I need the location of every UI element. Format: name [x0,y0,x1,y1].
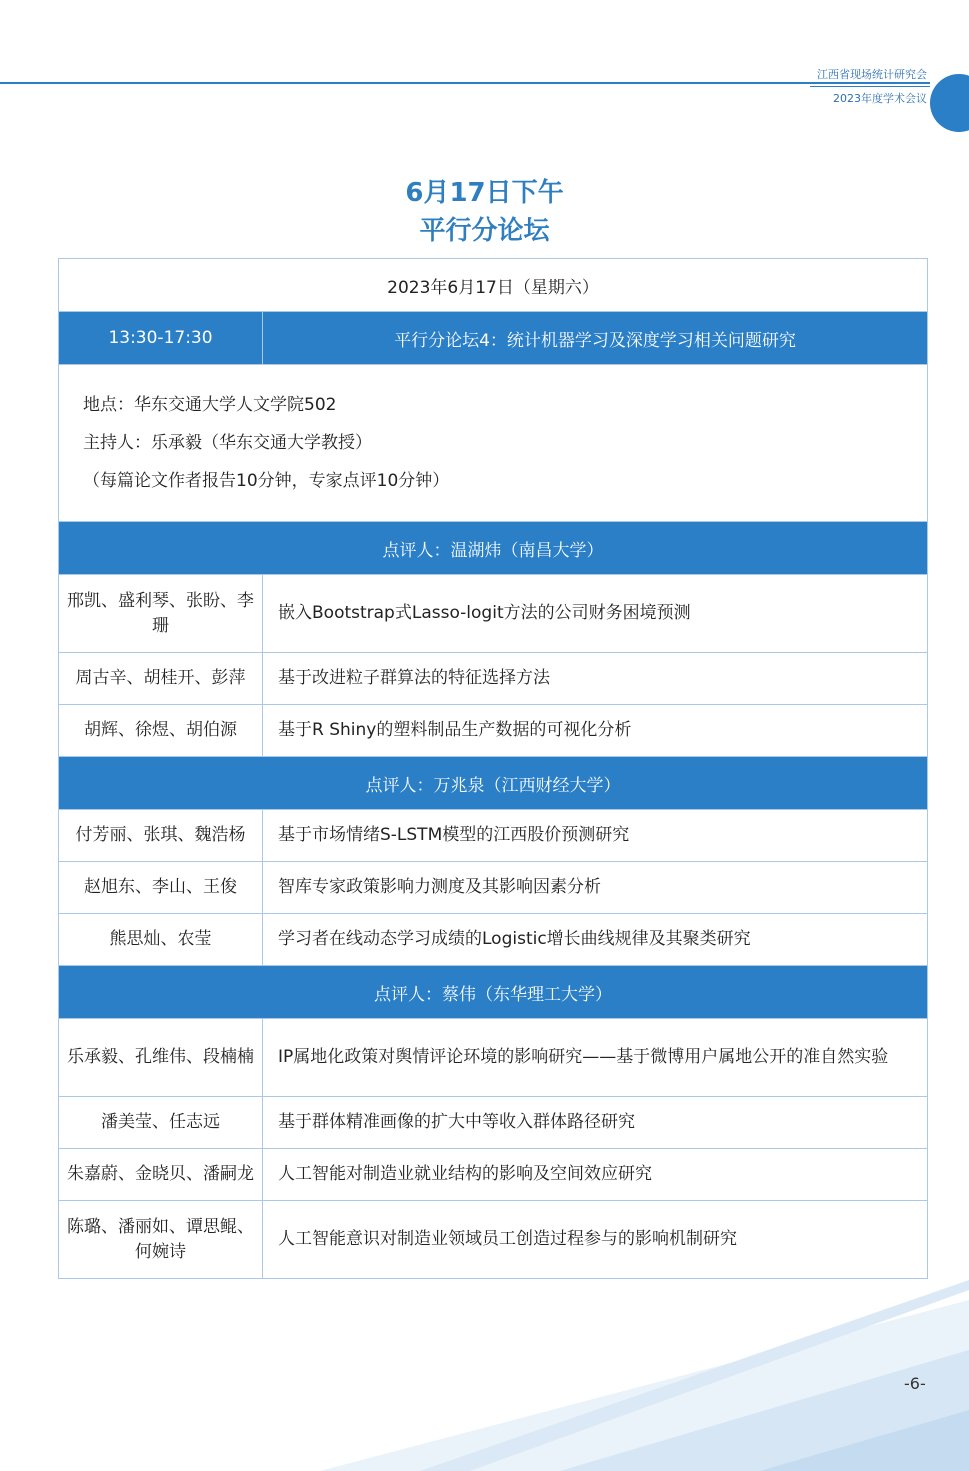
reviewer-header: 点评人：万兆泉（江西财经大学） [59,757,928,810]
paper-authors: 朱嘉蔚、金晓贝、潘嗣龙 [59,1149,263,1201]
page-number: -6- [904,1374,926,1393]
table-row [59,1149,928,1201]
table-row [59,862,928,914]
header-rule-secondary [810,86,930,87]
page-title: 6月17日下午 [405,178,564,208]
page-subtitle: 平行分论坛 [419,216,550,246]
reviewer-header: 点评人：蔡伟（东华理工大学） [59,966,928,1019]
paper-authors: 邢凯、盛利琴、张盼、李珊 [59,575,263,653]
table-row [59,575,928,653]
paper-title: 智库专家政策影响力测度及其影响因素分析 [263,862,928,914]
paper-authors: 乐承毅、孔维伟、段楠楠 [59,1019,263,1097]
paper-title: 人工智能对制造业就业结构的影响及空间效应研究 [263,1149,928,1201]
header-circle-decoration [930,74,969,132]
host: 主持人：乐承毅（华东交通大学教授） [83,433,372,453]
schedule-table [58,258,928,1279]
table-row [59,705,928,757]
header-rule [0,82,930,84]
forum-name: 平行分论坛4：统计机器学习及深度学习相关问题研究 [263,312,928,365]
paper-authors: 周古辛、胡桂开、彭萍 [59,653,263,705]
paper-title: 基于群体精准画像的扩大中等收入群体路径研究 [263,1097,928,1149]
header-organization: 江西省现场统计研究会 [817,68,927,81]
reviewer-header: 点评人：温湖炜（南昌大学） [59,522,928,575]
paper-title: 基于R Shiny的塑料制品生产数据的可视化分析 [263,705,928,757]
date-row [59,259,928,312]
paper-title: 嵌入Bootstrap式Lasso-logit方法的公司财务困境预测 [263,575,928,653]
schedule-date: 2023年6月17日（星期六） [59,259,928,312]
table-row [59,914,928,966]
paper-title: IP属地化政策对舆情评论环境的影响研究——基于微博用户属地公开的准自然实验 [263,1019,928,1097]
paper-authors: 潘美莹、任志远 [59,1097,263,1149]
info-row [59,365,928,522]
paper-title: 人工智能意识对制造业领域员工创造过程参与的影响机制研究 [263,1201,928,1279]
table-row [59,810,928,862]
paper-title: 学习者在线动态学习成绩的Logistic增长曲线规律及其聚类研究 [263,914,928,966]
paper-title: 基于市场情绪S-LSTM模型的江西股价预测研究 [263,810,928,862]
paper-authors: 付芳丽、张琪、魏浩杨 [59,810,263,862]
table-row [59,1019,928,1097]
table-row [59,653,928,705]
paper-authors: 熊思灿、农莹 [59,914,263,966]
header-meeting: 2023年度学术会议 [833,92,927,105]
forum-header-row [59,312,928,365]
corner-wave-decoration [0,1240,969,1471]
table-row [59,1097,928,1149]
time-note: （每篇论文作者报告10分钟，专家点评10分钟） [83,471,450,491]
location: 地点：华东交通大学人文学院502 [83,395,337,415]
paper-authors: 陈璐、潘丽如、谭思鲲、何婉诗 [59,1201,263,1279]
session-info [59,365,928,522]
paper-authors: 赵旭东、李山、王俊 [59,862,263,914]
paper-title: 基于改进粒子群算法的特征选择方法 [263,653,928,705]
session-time: 13:30-17:30 [59,312,263,365]
paper-authors: 胡辉、徐煜、胡伯源 [59,705,263,757]
